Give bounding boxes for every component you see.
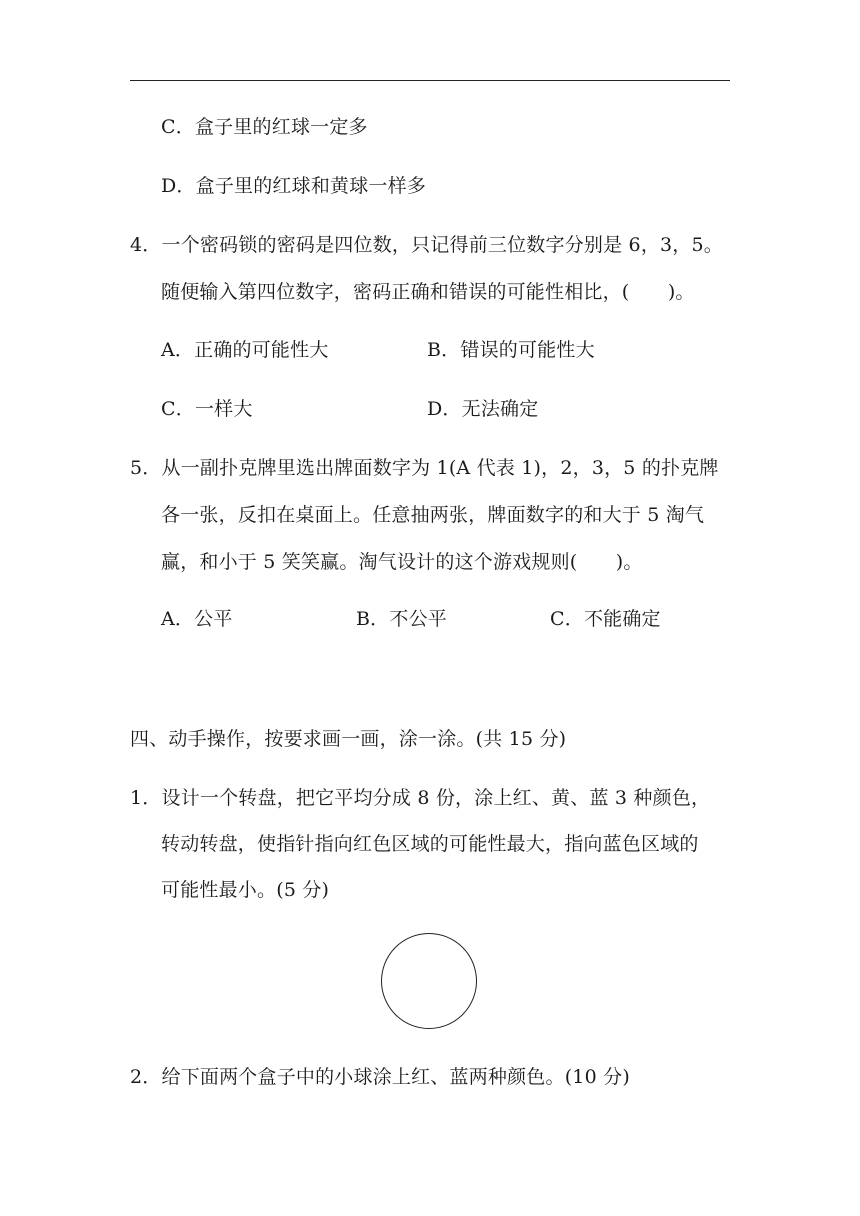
q4-line2: 随便输入第四位数字，密码正确和错误的可能性相比，( )。: [161, 281, 695, 303]
q5-option-c: C．不能确定: [550, 608, 661, 630]
option-d-prev: D．盒子里的红球和黄球一样多: [161, 175, 427, 197]
q4-option-b: B．错误的可能性大: [427, 339, 595, 361]
q5-option-b: B．不公平: [356, 608, 447, 630]
q4-option-a: A．正确的可能性大: [161, 339, 329, 361]
header-rule: [130, 80, 730, 81]
option-c-prev: C．盒子里的红球一定多: [161, 116, 368, 138]
q5-line2: 各一张，反扣在桌面上。任意抽两张，牌面数字的和大于 5 淘气: [161, 504, 705, 526]
q5-option-a: A．公平: [161, 608, 233, 630]
spinner-circle: [381, 933, 477, 1029]
section4-heading: 四、动手操作，按要求画一画，涂一涂。(共 15 分): [130, 728, 567, 750]
s4-q1-line2: 转动转盘，使指针指向红色区域的可能性最大，指向蓝色区域的: [161, 833, 699, 855]
s4-q1-line1: 1．设计一个转盘，把它平均分成 8 份，涂上红、黄、蓝 3 种颜色，: [130, 787, 711, 809]
q4-option-d: D．无法确定: [427, 398, 539, 420]
q5-line1: 5．从一副扑克牌里选出牌面数字为 1(A 代表 1)，2，3，5 的扑克牌: [130, 457, 719, 479]
s4-q2-line1: 2．给下面两个盒子中的小球涂上红、蓝两种颜色。(10 分): [130, 1066, 630, 1088]
s4-q1-line3: 可能性最小。(5 分): [161, 879, 330, 901]
q4-line1: 4．一个密码锁的密码是四位数，只记得前三位数字分别是 6，3，5。: [130, 234, 723, 256]
q4-option-c: C．一样大: [161, 398, 253, 420]
q5-line3: 赢，和小于 5 笑笑赢。淘气设计的这个游戏规则( )。: [161, 551, 643, 573]
